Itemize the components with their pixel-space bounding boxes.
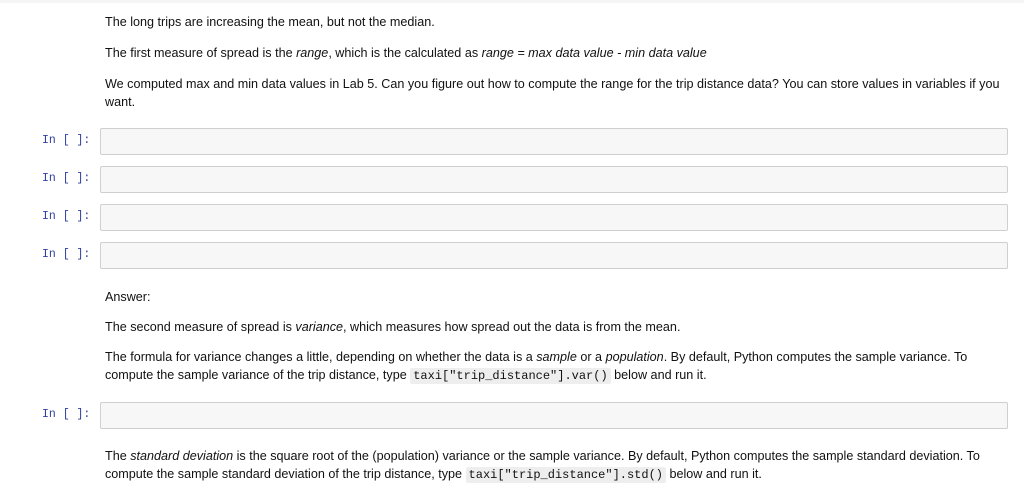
std-code-snippet: taxi["trip_distance"].std() — [466, 467, 666, 483]
variance-text: The second measure of spread is variance, which measures how spread out the data is from the mean. — [105, 320, 681, 334]
markdown-cell-std — [105, 447, 1005, 484]
top-border — [0, 0, 1024, 3]
input-prompt: In [ ]: — [42, 210, 91, 223]
range-question-text: We computed max and min data values in Lab 5. Can you figure out how to compute the range for the trip distance data? You can store values in variables if you want. — [105, 77, 1000, 109]
range-text: The first measure of spread is the range, which is the calculated as range = max data value - min data value — [105, 46, 707, 60]
code-cell-input[interactable] — [100, 204, 1008, 231]
std-text: The standard deviation is the square root of the (population) variance or the sample variance. By default, Python computes the sample standard deviation. To compute the sample standard deviation of the trip distance, type taxi["trip_distance"].std() below and run it. — [105, 449, 980, 482]
answer-label: Answer: — [105, 290, 151, 304]
markdown-cell-mean-median — [105, 13, 1005, 31]
input-prompt: In [ ]: — [42, 134, 91, 147]
markdown-cell-variance-formula — [105, 348, 1005, 385]
variance-formula-text: The formula for variance changes a little, depending on whether the data is a sample or a population. By default, Python computes the sample variance. To compute the sample variance of the trip distance, type taxi["trip_distance"].var() below and run it. — [105, 350, 968, 383]
input-prompt: In [ ]: — [42, 408, 91, 421]
input-prompt: In [ ]: — [42, 248, 91, 261]
markdown-cell-range — [105, 44, 1005, 62]
markdown-cell-variance — [105, 318, 1005, 336]
markdown-cell-range-question — [105, 75, 1005, 111]
code-cell-input[interactable] — [100, 402, 1008, 429]
code-cell-input[interactable] — [100, 166, 1008, 193]
markdown-cell-answer — [105, 288, 1005, 306]
code-cell-input[interactable] — [100, 128, 1008, 155]
input-prompt: In [ ]: — [42, 172, 91, 185]
code-cell-input[interactable] — [100, 242, 1008, 269]
mean-median-text: The long trips are increasing the mean, but not the median. — [105, 15, 435, 29]
var-code-snippet: taxi["trip_distance"].var() — [410, 368, 610, 384]
